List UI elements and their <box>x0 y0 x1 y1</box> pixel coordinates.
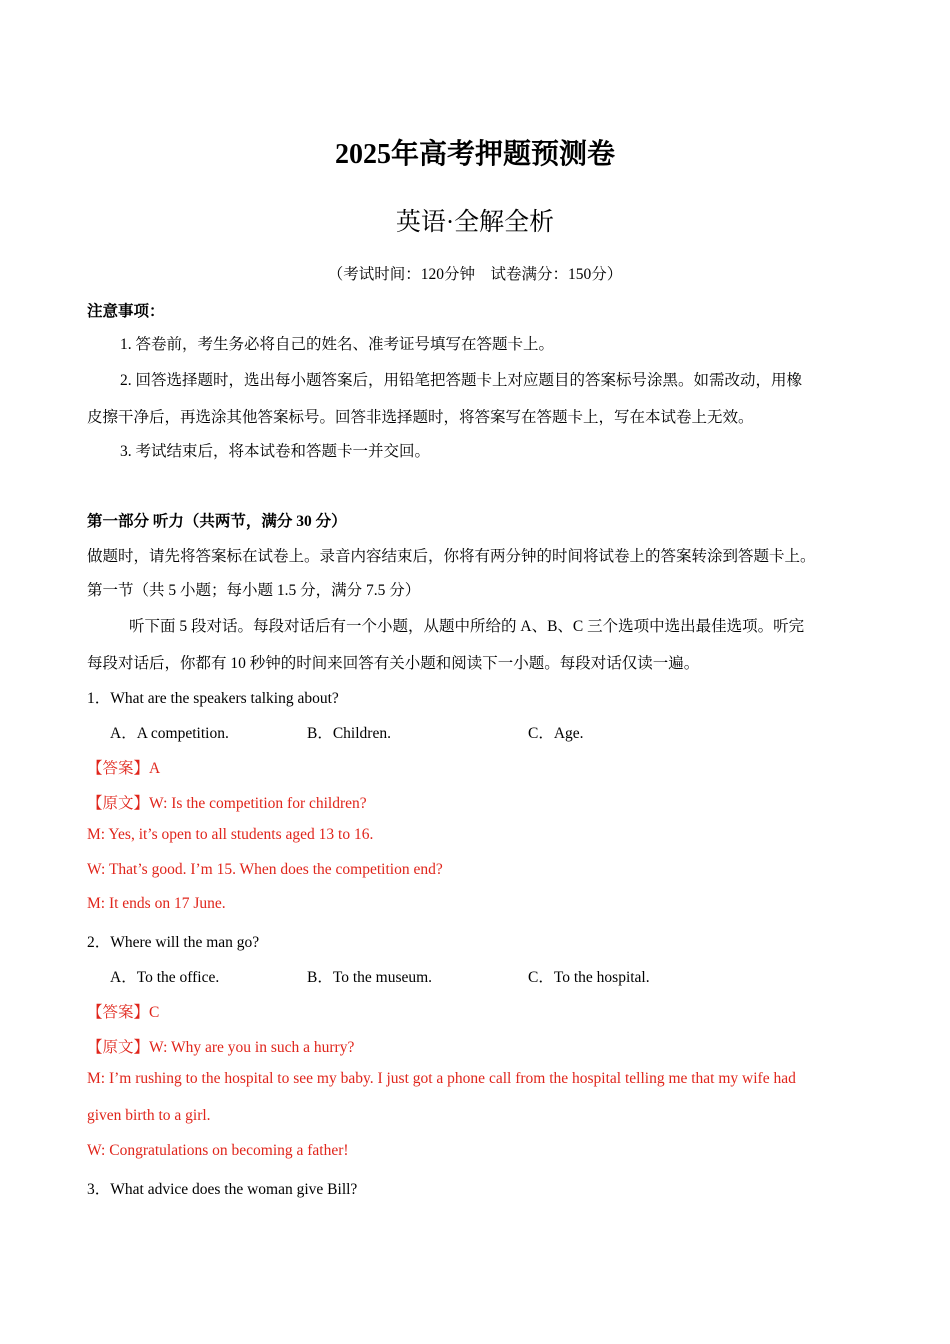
answer-label: 【答案】 <box>87 760 150 777</box>
question-2-option-a: A．To the office. <box>110 969 220 986</box>
directions-line-2: 每段对话后，你都有 10 秒钟的时间来回答有关小题和阅读下一小题。每段对话仅读一遍。 <box>87 655 700 672</box>
part1-heading: 第一部分 听力（共两节，满分 30 分） <box>87 513 347 530</box>
transcript-label: 【原文】 <box>87 1039 150 1056</box>
answer-value: A <box>149 760 161 777</box>
notice-heading: 注意事项： <box>87 303 165 320</box>
question-1-answer <box>87 756 160 778</box>
question-2-option-c: C．To the hospital. <box>528 969 650 986</box>
question-1-transcript-line-1 <box>87 791 367 813</box>
question-2-stem: 2．Where will the man go? <box>87 934 260 951</box>
answer-value: C <box>149 1004 160 1021</box>
notice-item-3: 3. 考试结束后，将本试卷和答题卡一并交回。 <box>120 443 431 460</box>
question-2-transcript-line-1 <box>87 1035 354 1057</box>
question-2-transcript-line-4: W: Congratulations on becoming a father! <box>87 1142 349 1159</box>
notice-item-2-line-2: 皮擦干净后，再选涂其他答案标号。回答非选择题时，将答案写在答题卡上，写在本试卷上无效。 <box>87 409 754 426</box>
transcript-text: W: Why are you in such a hurry? <box>149 1039 355 1056</box>
question-1-transcript-line-2: M: Yes, it’s open to all students aged 13 to 16. <box>87 826 374 843</box>
exam-title: 2025年高考押题预测卷 <box>334 139 615 170</box>
notice-item-2-line-1: 2. 回答选择题时，选出每小题答案后，用铅笔把答题卡上对应题目的答案标号涂黑。如需改动，用橡 <box>120 372 803 389</box>
question-1-option-b: B．Children. <box>307 725 391 742</box>
question-2-transcript-line-2: M: I’m rushing to the hospital to see my baby. I just got a phone call from the hospital telling me that my wife had <box>87 1070 796 1087</box>
question-2-transcript-line-3: given birth to a girl. <box>87 1107 211 1124</box>
notice-item-1: 1. 答卷前，考生务必将自己的姓名、准考证号填写在答题卡上。 <box>120 336 555 353</box>
question-1-option-c: C．Age. <box>528 725 584 742</box>
part1-instruction: 做题时，请先将答案标在试卷上。录音内容结束后，你将有两分钟的时间将试卷上的答案转涂到答题卡上。 <box>87 548 816 565</box>
exam-time-info: （考试时间：120分钟 试卷满分：150分） <box>327 266 623 283</box>
question-1-stem: 1．What are the speakers talking about? <box>87 690 339 707</box>
question-1-transcript-line-3: W: That’s good. I’m 15. When does the competition end? <box>87 861 443 878</box>
question-3-stem: 3．What advice does the woman give Bill? <box>87 1181 358 1198</box>
transcript-label: 【原文】 <box>87 795 150 812</box>
question-2-option-b: B．To the museum. <box>307 969 433 986</box>
exam-subtitle: 英语·全解全析 <box>395 209 555 236</box>
question-1-transcript-line-4: M: It ends on 17 June. <box>87 895 226 912</box>
answer-label: 【答案】 <box>87 1004 150 1021</box>
section1-heading: 第一节（共 5 小题；每小题 1.5 分，满分 7.5 分） <box>87 582 421 599</box>
directions-line-1: 听下面 5 段对话。每段对话后有一个小题，从题中所给的 A、B、C 三个选项中选出最佳选项。听完 <box>129 618 805 635</box>
question-1-option-a: A．A competition. <box>110 725 229 742</box>
transcript-text: W: Is the competition for children? <box>149 795 367 812</box>
question-2-answer <box>87 1000 159 1022</box>
